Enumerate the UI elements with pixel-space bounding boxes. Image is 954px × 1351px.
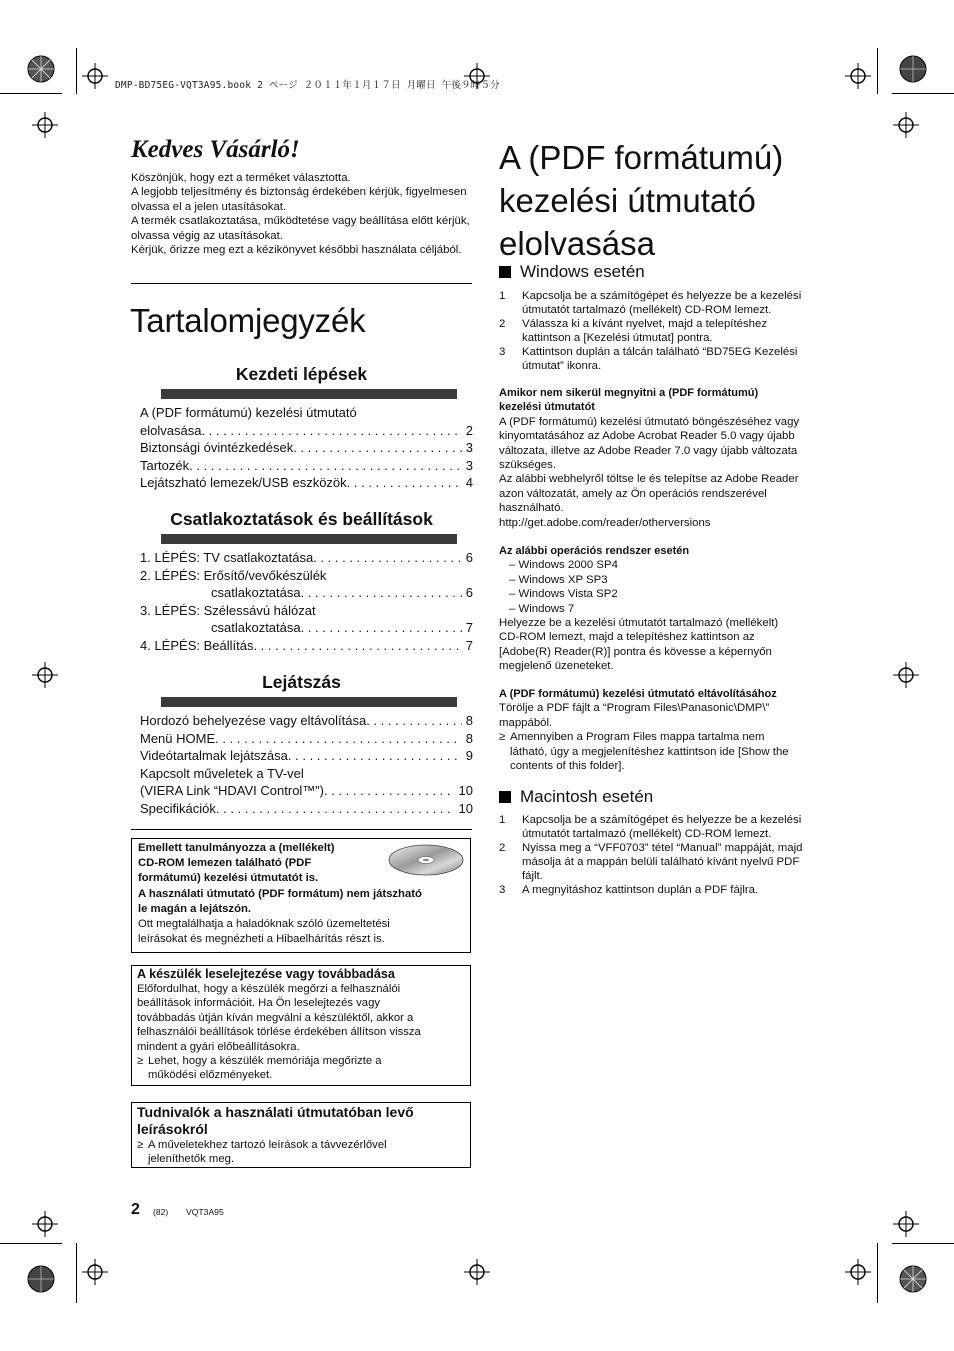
step-line: A megnyitáshoz kattintson duplán a PDF fájlra. <box>522 884 759 896</box>
registration-mark-icon <box>32 662 58 688</box>
notice-title: leírásokról <box>137 1121 208 1137</box>
step-number: 1 <box>499 290 506 302</box>
step-line: útmutatót tartalmazó (mellékelt) CD-ROM lemezt. <box>522 304 772 316</box>
note-line: megjelenő üzeneteket. <box>499 660 614 673</box>
registration-mark-icon <box>845 1259 871 1285</box>
open-failure-section <box>499 386 841 530</box>
notice-bold-line: formátumú) kezelési útmutatót is. <box>138 872 319 885</box>
os-item: – Windows XP SP3 <box>509 573 608 586</box>
note-heading: kezelési útmutatót <box>499 401 595 414</box>
step-number: 3 <box>499 346 506 358</box>
note-line: használható. <box>499 502 564 515</box>
greeting-line: Köszönjük, hogy ezt a terméket választotta. <box>131 172 351 184</box>
notice-line: beállítások információit. Ha Ön leselejtezés vagy <box>137 997 380 1010</box>
print-header-line: DMP-BD75EG-VQT3A95.book 2 ページ ２０１１年１月１７日 月曜日 午後９時５分 <box>115 80 500 91</box>
toc-leader <box>189 457 462 475</box>
section-divider <box>131 283 472 284</box>
note-heading: Amikor nem sikerül megnyitni a (PDF formátumú) <box>499 387 759 399</box>
step-number: 2 <box>499 842 506 854</box>
toc-page-number: 10 <box>458 800 473 816</box>
crop-line <box>76 48 77 94</box>
toc-leader <box>347 474 462 492</box>
notice-title: A készülék leselejtezése vagy továbbadása <box>137 967 395 981</box>
step-line: útmutatót tartalmazó (mellékelt) CD-ROM lemezt. <box>522 828 772 840</box>
toc-entry-text: Tartozék <box>140 457 190 473</box>
toc-leader <box>301 584 462 602</box>
title-line: A (PDF formátumú) <box>499 139 784 176</box>
step-line: Kattintson duplán a tálcán található “BD75EG Kezelési <box>522 346 798 358</box>
toc-entry-text: 1. LÉPÉS: TV csatlakoztatása <box>140 550 314 565</box>
toc-entry-line: Kapcsolt műveletek a TV-vel <box>140 765 304 781</box>
manual-notes-box <box>131 1102 471 1168</box>
step-line: útmutat” ikonra. <box>522 360 602 372</box>
toc-page-number: 6 <box>465 550 473 565</box>
star-target-icon <box>899 55 927 83</box>
toc-entry-text: Hordozó behelyezése vagy eltávolítása <box>140 713 367 728</box>
registration-mark-icon <box>464 63 490 89</box>
page-number: 2 <box>131 1201 140 1218</box>
bullet-line: látható, úgy a megjelenítéshez kattintson ide [Show the <box>510 745 789 758</box>
registration-mark-icon <box>32 1211 58 1237</box>
title-line: elolvasása <box>499 225 655 262</box>
cd-disc-icon <box>388 843 464 877</box>
toc-entry[interactable] <box>140 712 473 730</box>
step-number: 2 <box>499 318 506 330</box>
bullet-line: Lehet, hogy a készülék memóriája megőrizte a <box>148 1055 382 1068</box>
notice-line: leírásokat és megnézheti a Hibaelhárítás részt is. <box>138 933 385 946</box>
toc-entry[interactable] <box>140 730 473 748</box>
step-item <box>499 813 841 841</box>
step-item <box>499 317 841 345</box>
notice-bullet <box>137 1138 465 1167</box>
toc-page-number: 9 <box>465 748 473 764</box>
bullet-line: A műveletekhez tartozó leírások a távvezérlővel <box>148 1139 387 1151</box>
note-line: [Adobe(R) Reader(R)] pontra és kövesse a képernyőn <box>499 645 772 658</box>
uninstall-section <box>499 687 841 773</box>
step-item <box>499 883 841 897</box>
toc-leader <box>216 800 455 818</box>
toc-page-number: 8 <box>465 713 473 728</box>
pdf-manual-title <box>499 136 844 265</box>
toc-entry-text: csatlakoztatása <box>211 585 301 601</box>
mac-steps <box>499 813 841 897</box>
toc-entry-text: Videótartalmak lejátszása <box>140 748 288 764</box>
toc-entry-text: Lejátszható lemezek/USB eszközök <box>140 475 347 491</box>
registration-mark-icon <box>82 1259 108 1285</box>
note-bullet <box>499 730 841 773</box>
toc-section-bar <box>161 534 457 544</box>
notice-bold-line: le magán a lejátszón. <box>138 902 252 915</box>
crop-line <box>877 48 878 94</box>
toc-entry-text: Biztonsági óvintézkedések <box>140 440 294 456</box>
toc-section-heading: Lejátszás <box>262 672 341 692</box>
crop-line <box>877 1243 878 1303</box>
crop-line <box>0 93 62 94</box>
toc-entry[interactable] <box>140 439 473 457</box>
toc-page-number: 4 <box>465 475 473 491</box>
adobe-url-link[interactable]: http://get.adobe.com/reader/otherversions <box>499 516 711 529</box>
toc-leader <box>324 782 455 800</box>
step-line: Kapcsolja be a számítógépet és helyezze be a kezelési <box>522 814 802 826</box>
toc-page-number: 3 <box>465 440 473 456</box>
windows-heading <box>499 262 645 282</box>
note-line: Törölje a PDF fájlt a “Program Files\Panasonic\DMP\” <box>499 702 770 715</box>
toc-leader <box>366 712 462 730</box>
notice-line: Ott megtalálhatja a haladóknak szóló üzemeltetési <box>138 918 390 931</box>
bullet-mark: ≥ <box>137 1055 144 1068</box>
notice-bold-line: A használati útmutató (PDF formátum) nem játszható <box>138 887 422 900</box>
toc-leader <box>253 637 461 655</box>
registration-mark-icon <box>845 63 871 89</box>
step-line: kattintson a [Kezelési útmutat] pontra. <box>522 332 713 344</box>
toc-list <box>140 549 473 655</box>
toc-entry[interactable] <box>140 422 473 440</box>
section-divider <box>131 829 472 830</box>
greeting-line: A legjobb teljesítmény és biztonság érdekében kérjük, figyelmesen olvassa el a jelen utasításokat. <box>131 186 467 213</box>
step-item <box>499 841 841 883</box>
step-number: 1 <box>499 814 506 826</box>
toc-page-number: 8 <box>465 730 473 746</box>
toc-entry[interactable] <box>140 747 473 765</box>
greeting-line: A termék csatlakoztatása, működtetése vagy beállítása előtt kérjük, olvassa végig az utasításokat. <box>131 215 470 242</box>
toc-page-number: 7 <box>465 637 473 653</box>
toc-entry-text: Specifikációk <box>140 800 216 816</box>
notice-title: Tudnivalók a használati útmutatóban levő <box>137 1104 414 1120</box>
registration-mark-icon <box>893 1211 919 1237</box>
toc-entry[interactable] <box>140 619 473 637</box>
crop-line <box>76 1243 77 1303</box>
registration-mark-icon <box>32 112 58 138</box>
registration-mark-icon <box>82 63 108 89</box>
registration-mark-icon <box>893 112 919 138</box>
macintosh-heading <box>499 787 653 807</box>
bullet-line: Amennyiben a Program Files mappa tartalma nem <box>510 731 765 744</box>
toc-entry[interactable] <box>140 457 473 475</box>
os-item: – Windows Vista SP2 <box>509 588 618 601</box>
toc-entry-text: elolvasása <box>140 422 202 438</box>
bullet-mark: ≥ <box>499 731 506 744</box>
toc-page-number: 7 <box>465 620 473 636</box>
toc-entry-line: 3. LÉPÉS: Szélessávú hálózat <box>140 602 316 618</box>
os-item: – Windows 2000 SP4 <box>509 559 618 572</box>
toc-leader <box>313 549 462 567</box>
title-line: kezelési útmutató <box>499 182 756 219</box>
toc-entry-text: (VIERA Link “HDAVI Control™”) <box>140 783 324 799</box>
toc-entry-text: Menü HOME <box>140 730 216 746</box>
toc-section-bar <box>161 389 457 399</box>
windows-steps <box>499 289 841 373</box>
note-line: CD-ROM lemezt, majd a telepítéshez kattintson az <box>499 631 755 644</box>
note-heading: A (PDF formátumú) kezelési útmutató eltávolításához <box>499 688 777 700</box>
bullet-line: jeleníthetők meg. <box>148 1153 235 1166</box>
toc-entry[interactable] <box>140 549 473 567</box>
page-reference: (82) <box>153 1207 169 1217</box>
toc-list <box>140 404 473 492</box>
square-bullet-icon <box>499 266 511 278</box>
toc-page-number: 10 <box>458 783 473 799</box>
step-item <box>499 289 841 317</box>
toc-entry-text: csatlakoztatása <box>211 620 301 636</box>
notice-bullet <box>137 1054 465 1083</box>
toc-entry-text: 4. LÉPÉS: Beállítás <box>140 637 254 653</box>
step-item <box>499 345 841 373</box>
crop-line <box>0 1243 62 1244</box>
subheading-text: Windows esetén <box>520 262 645 281</box>
bullet-line: működési előzményeket. <box>148 1069 273 1082</box>
toc-entry[interactable] <box>140 637 473 655</box>
toc-entry[interactable] <box>140 474 473 492</box>
note-line: mappából. <box>499 716 553 729</box>
subheading-text: Macintosh esetén <box>520 787 654 806</box>
toc-list <box>140 712 473 818</box>
toc-leader <box>301 619 462 637</box>
toc-entry[interactable] <box>140 782 473 800</box>
step-line: Válassza ki a kívánt nyelvet, majd a telepítéshez <box>522 318 768 330</box>
note-line: A (PDF formátumú) kezelési útmutató böngészéséhez vagy <box>499 415 800 428</box>
bullet-mark: ≥ <box>137 1139 144 1151</box>
registration-mark-icon <box>464 1259 490 1285</box>
notice-bold-line: Emellett tanulmányozza a (mellékelt) <box>138 842 335 854</box>
toc-entry[interactable] <box>140 800 473 818</box>
toc-entry[interactable] <box>140 584 473 602</box>
note-line: Helyezze be a kezelési útmutatót tartalmazó (mellékelt) <box>499 617 779 630</box>
os-item: – Windows 7 <box>509 602 575 615</box>
step-line: fájlt. <box>522 870 543 882</box>
step-line: Nyissa meg a “VFF0703” tétel “Manual” mappáját, majd <box>522 842 803 854</box>
notice-line: továbbadás útján kíván megválni a készüléktől, akkor a <box>137 1011 414 1024</box>
toc-section-heading: Csatlakoztatások és beállítások <box>170 509 433 529</box>
disposal-notice-box <box>131 965 471 1086</box>
toc-page-number: 3 <box>465 457 473 473</box>
notice-line: Előfordulhat, hogy a készülék megőrzi a felhasználói <box>137 983 401 995</box>
notice-line: felhasználói beállítások törlése érdekében állítson vissza <box>137 1026 421 1039</box>
toc-section-bar <box>161 697 457 707</box>
crop-line <box>892 93 954 94</box>
toc-leader <box>288 747 462 765</box>
toc-title: Tartalomjegyzék <box>130 302 366 339</box>
step-line: másolja át a mappán belüli található kívánt nyelvű PDF <box>522 856 800 868</box>
toc-section-heading: Kezdeti lépések <box>235 364 368 384</box>
square-bullet-icon <box>499 791 511 803</box>
note-heading: Az alábbi operációs rendszer esetén <box>499 545 690 557</box>
note-line: változata, illetve az Adobe Reader 7.0 vagy újabb változata <box>499 444 798 457</box>
notice-bold-line: CD-ROM lemezen található (PDF <box>138 857 312 870</box>
toc-leader <box>215 730 462 748</box>
toc-entry-line: 2. LÉPÉS: Erősítő/vevőkészülék <box>140 567 327 583</box>
greeting-text <box>131 171 476 257</box>
note-line: azon változatát, amely az Ön operációs rendszerével <box>499 487 767 500</box>
greeting-title: Kedves Vásárló! <box>131 136 300 163</box>
greeting-line: Kérjük, őrizze meg ezt a kézikönyvet későbbi használata céljából. <box>131 244 462 257</box>
note-line: kinyomtatásához az Adobe Acrobat Reader 5.0 vagy újabb <box>499 430 795 443</box>
toc-page-number: 6 <box>465 585 473 601</box>
star-target-icon <box>27 1265 55 1293</box>
notice-line: mindent a gyári előbeállításokra. <box>137 1040 300 1053</box>
step-line: Kapcsolja be a számítógépet és helyezze be a kezelési <box>522 290 802 302</box>
crop-line <box>892 1243 954 1244</box>
star-target-icon <box>27 55 55 83</box>
step-number: 3 <box>499 884 506 896</box>
bullet-line: contents of this folder]. <box>510 760 625 773</box>
note-line: szükséges. <box>499 459 556 472</box>
toc-leader <box>201 422 461 440</box>
note-line: Az alábbi webhelyről töltse le és telepítse az Adobe Reader <box>499 473 799 486</box>
toc-page-number: 2 <box>465 422 473 438</box>
star-target-icon <box>899 1265 927 1293</box>
os-section <box>499 544 841 674</box>
registration-mark-icon <box>893 662 919 688</box>
document-code: VQT3A95 <box>186 1207 224 1217</box>
toc-entry-line: A (PDF formátumú) kezelési útmutató <box>140 405 357 420</box>
toc-leader <box>293 439 462 457</box>
cdrom-notice-box <box>131 838 471 953</box>
